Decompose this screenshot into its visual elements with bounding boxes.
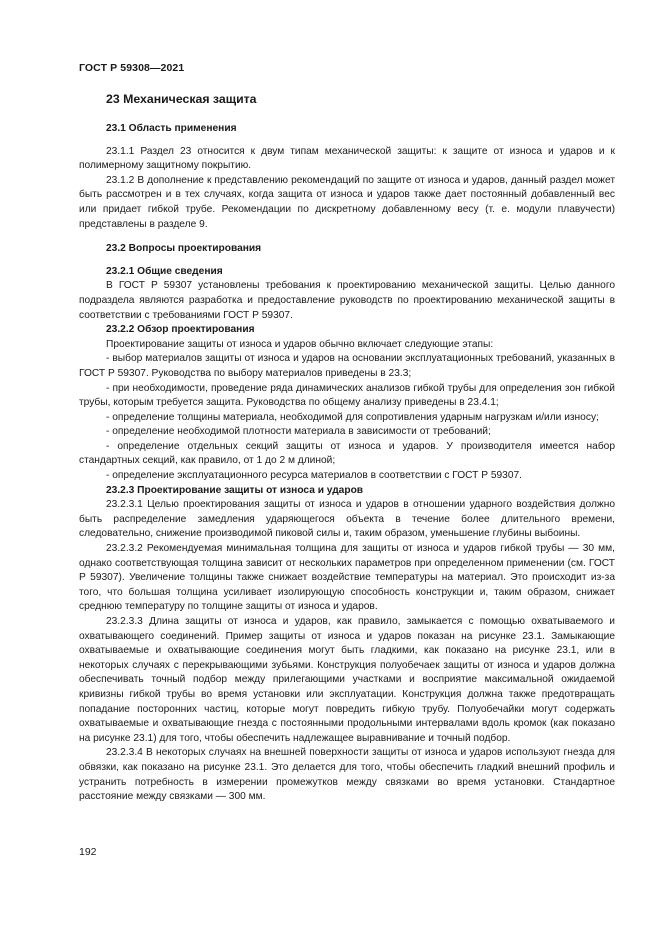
paragraph-23-1-2: 23.1.2 В дополнение к представлению рекомендаций по защите от износа и ударов, данный раздел может быть рассмотрен и в тех случаях, когда защита от износа и ударов также дает постоянный добавленный вес или придает гибкой трубе. Рекомендации по дискретному добавленному весу (т. е. модули плавучести) представлены в разделе 9.: [79, 174, 615, 230]
paragraph-23-2-3-4: 23.2.3.4 В некоторых случаях на внешней поверхности защиты от износа и ударов используют гнезда для обвязки, как показано на рисунке 23.1. Это делается для того, чтобы обеспечить гладкий внешний профиль и устранить потребность в измерении промежутков между связками во время установки. Стандартное расстояние между связками — 300 мм.: [79, 747, 615, 803]
paragraph-23-2-3-2: 23.2.3.2 Рекомендуемая минимальная толщина для защиты от износа и ударов гибкой трубы — 30 мм, однако соответствующая толщина зависит от нескольких параметров при определенном применении (см. ГОСТ Р 59307). Увеличение толщины также снижает воздействие температуры на материал. Это происходит из-за того, что большая толщина усиливает изолирующую способность конструкции и, таким образом, снижает среднюю температуру по толщине защиты от износа и ударов.: [79, 543, 615, 613]
subsection-scope-heading: 23.1 Область применения: [106, 123, 237, 134]
paragraph-23-2-1: В ГОСТ Р 59307 установлены требования к проектированию механической защиты. Целью данного подраздела являются разработка и предоставление руководств по проектированию механической защиты в соответствии с требованиями ГОСТ Р 59307.: [79, 280, 615, 321]
list-item-step: - определение отдельных секций защиты от износа и ударов. У производителя имеется набор стандартных секций, как правило, от 1 до 2 м длиной;: [79, 440, 615, 467]
subsection-design-heading: 23.2 Вопросы проектирования: [106, 243, 262, 255]
paragraph-23-2-3-3: 23.2.3.3 Длина защиты от износа и ударов, как правило, замыкается с помощью охватываемого и охватывающего соединений. Пример защиты от износа и ударов показан на рисунке 23.1. Замыкающие охватываемые и охватывающие соединения могут быть гладкими, как показано на рисунке 23.1, или в некоторых случаях с перекрывающими зубьями. Конструкция полуобечаек защиты от износа и ударов должна обеспечивать точный подбор между прилегающими участками и восприятие максимальной ожидаемой кривизны гибкой трубы во время установки или эксплуатации. Конструкция должна также предотвращать попадание посторонних частиц, которые могут повредить гибкую трубу. Полуобечайки могут содержать охватываемые и охватывающие гнезда с постоянными продольными интервалами вдоль кромок (как показано на рисунке 23.1) для того, чтобы обеспечить надлежащее выравнивание и точный подбор.: [79, 616, 615, 744]
list-item-step: - при необходимости, проведение ряда динамических анализов гибкой трубы для определения зон гибкой трубы, которым требуется защита. Руководства по общему анализу приведены в 23.4.1;: [79, 382, 615, 409]
paragraph-23-2-3-1: 23.2.3.1 Целью проектирования защиты от износа и ударов в отношении ударного воздействия должно быть распределение замедления ударяющегося объекта в течение более длительного времени, следовательно, снижение производимой пиковой силы и, таким образом, уменьшение глубины выбоины.: [79, 499, 615, 540]
paragraph-overview-intro: Проектирование защиты от износа и ударов обычно включает следующие этапы:: [106, 338, 494, 350]
section-title: 23 Механическая защита: [106, 92, 257, 106]
paragraph-23-1-1: 23.1.1 Раздел 23 относится к двум типам механической защиты: к защите от износа и ударов и к полимерному защитному покрытию.: [79, 145, 615, 172]
clause-wear-heading: 23.2.3 Проектирование защиты от износа и ударов: [106, 484, 364, 496]
list-item-step: - выбор материалов защиты от износа и ударов на основании эксплуатационных требований, указанных в ГОСТ Р 59307. Руководства по выбору материалов приведены в 23.3;: [79, 353, 615, 379]
list-item-step: - определение необходимой плотности материала в зависимости от требований;: [106, 426, 491, 438]
page-content: [79, 90, 615, 805]
list-item-step: - определение толщины материала, необходимой для сопротивления ударным нагрузкам и/или износу;: [106, 411, 599, 423]
list-item-step: - определение эксплуатационного ресурса материалов в соответствии с ГОСТ Р 59307.: [106, 470, 523, 482]
clause-overview-heading: 23.2.2 Обзор проектирования: [106, 324, 255, 336]
clause-general-heading: 23.2.1 Общие сведения: [106, 265, 223, 277]
standard-header: ГОСТ Р 59308—2021: [79, 62, 185, 74]
page-number: 192: [79, 846, 97, 858]
